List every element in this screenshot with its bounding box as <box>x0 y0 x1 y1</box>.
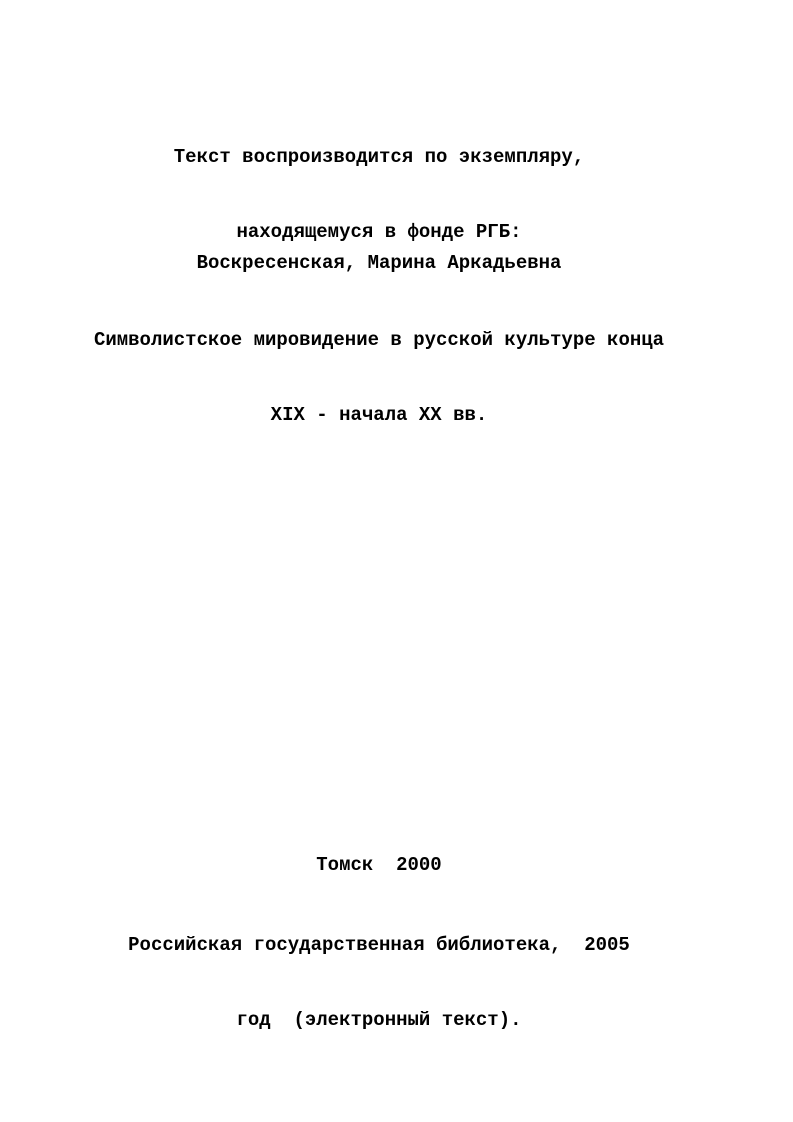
footer-line-1: Российская государственная библиотека, 2005 <box>128 934 630 956</box>
notice-line-1: Текст воспроизводится по экземпляру, <box>173 146 585 168</box>
title-line-1: Символистское мировидение в русской культуре конца <box>93 329 665 351</box>
footer-line-2: год (электронный текст). <box>236 1009 522 1031</box>
library-footer <box>0 883 758 1058</box>
notice-line-2: находящемуся в фонде РГБ: <box>236 221 522 243</box>
document-title <box>0 278 758 453</box>
author-line: Воскресенская, Марина Аркадьевна <box>196 252 562 274</box>
place-year-line: Томск 2000 <box>316 854 442 876</box>
title-line-2: XIX - начала XX вв. <box>270 404 488 426</box>
